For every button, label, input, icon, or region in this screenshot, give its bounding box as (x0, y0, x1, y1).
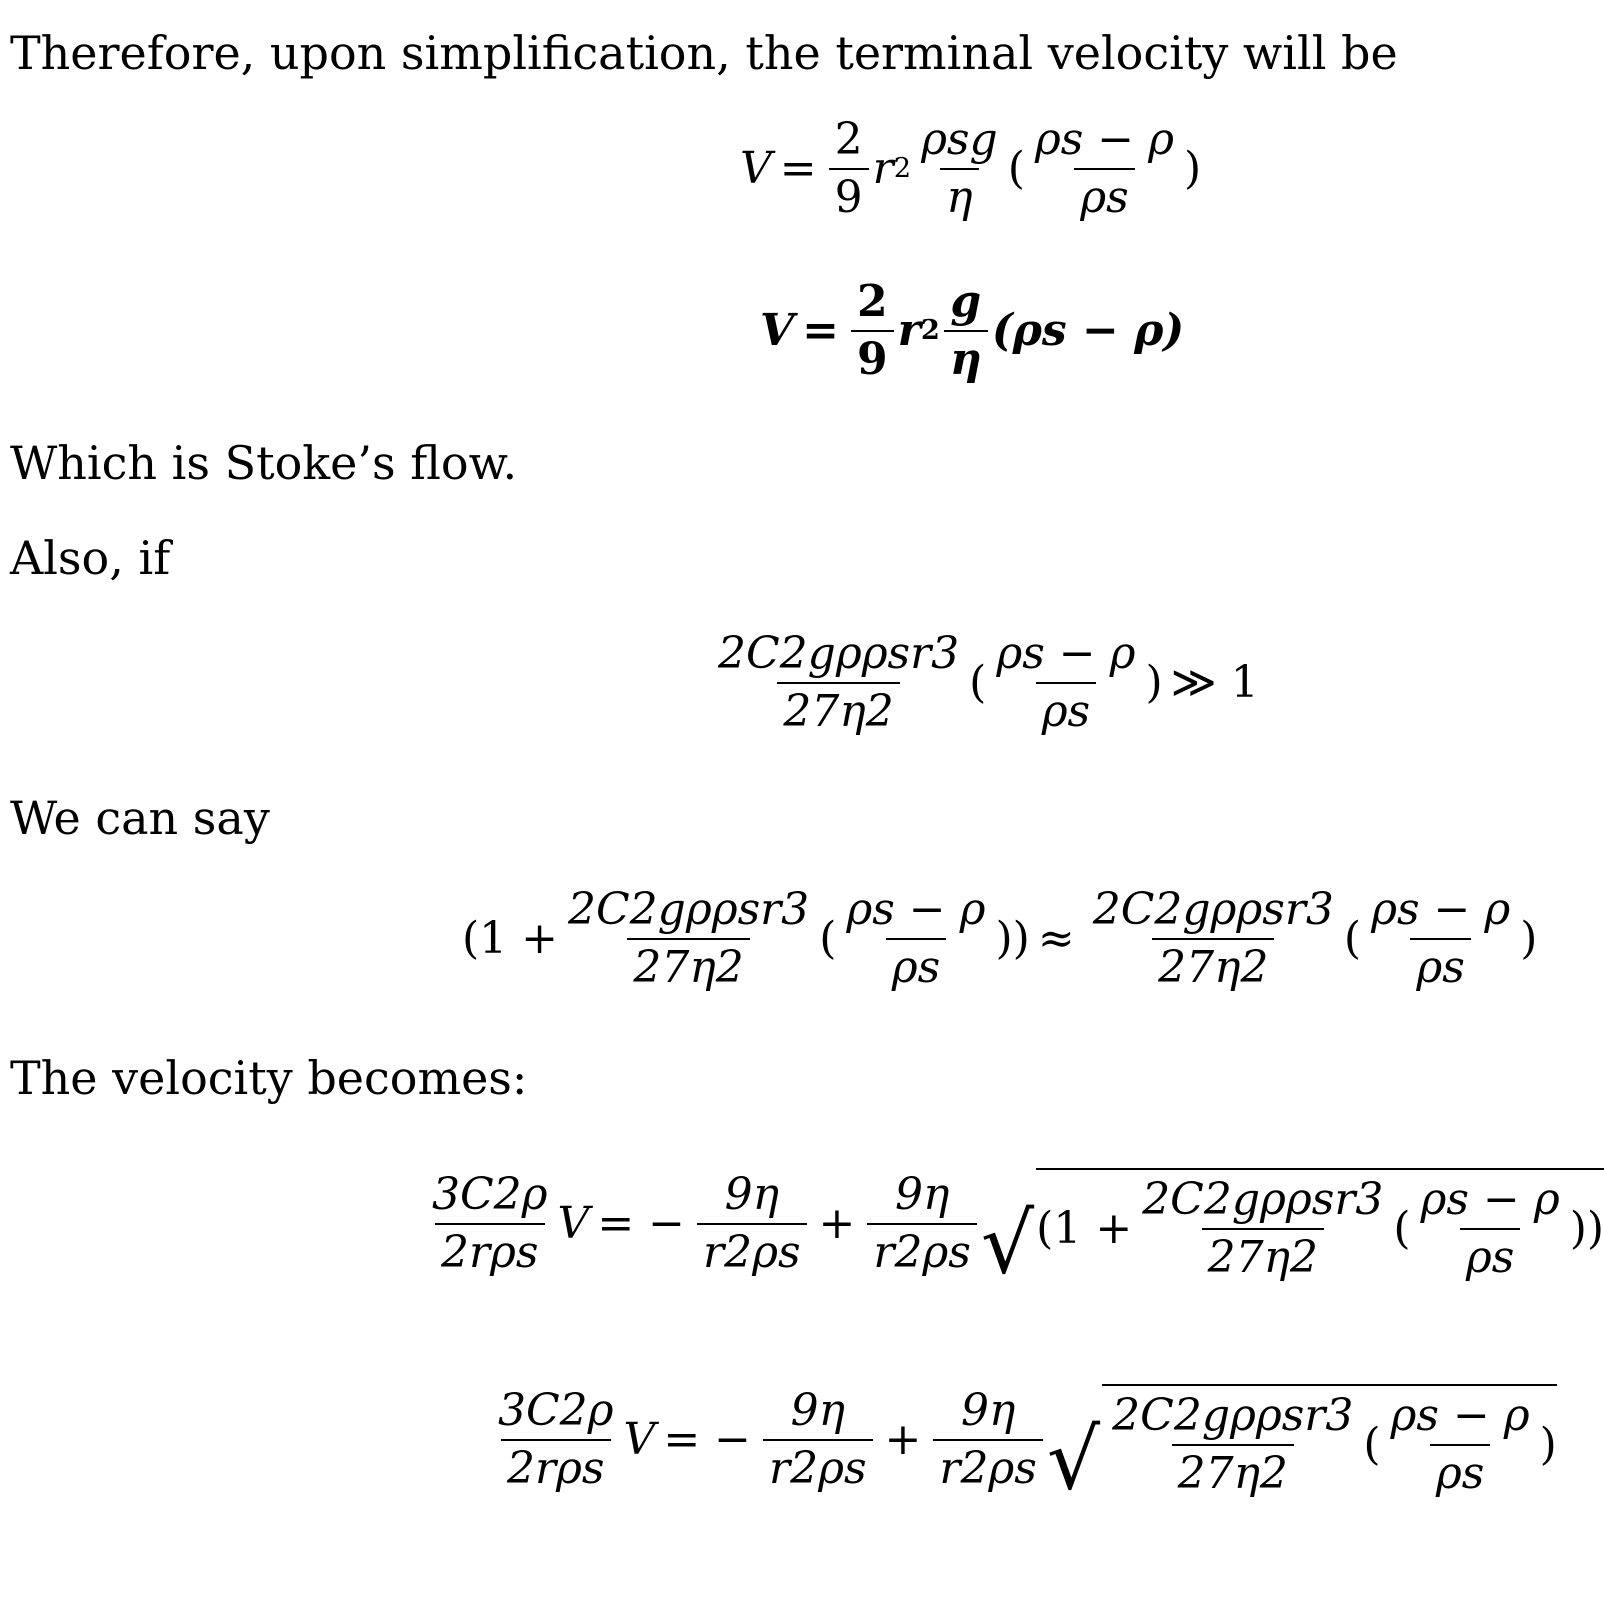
eq3-main-fraction (712, 628, 965, 737)
equation-velocity-simplified (488, 1384, 1557, 1510)
eq4-density-ratio (840, 884, 991, 993)
eq4-f2-den: ρs (886, 938, 946, 990)
eq5-inner-fraction (1136, 1174, 1389, 1283)
eq3-density-ratio (990, 628, 1141, 737)
eq4-r-f2-den: ρs (1410, 938, 1470, 990)
equation-condition (708, 628, 1267, 737)
eq1-r-exp: 2 (893, 153, 912, 185)
eq3-f1-den: 27η2 (777, 682, 899, 734)
eq4-f1-den: 27η2 (627, 938, 749, 990)
equation-terminal-velocity (740, 114, 1202, 223)
eq5-t1-den: r2ρs (697, 1223, 806, 1275)
eq6-open-paren: ( (1363, 1419, 1381, 1470)
intro-text: Therefore, upon simplification, the terminal velocity will be (10, 26, 1398, 80)
eq6-plus: + (884, 1414, 922, 1465)
stokes-flow-text: Which is Stoke’s flow. (10, 436, 518, 490)
eq6-close-paren: ) (1539, 1419, 1557, 1470)
eq1-coef-num: 2 (834, 114, 863, 165)
eq5-in-num: 2C2gρρsr3 (1142, 1174, 1384, 1225)
eq2-coef-num: 2 (857, 276, 888, 327)
eq6-t2-den: r2ρs (933, 1439, 1042, 1491)
eq6-inner-density-ratio (1385, 1390, 1536, 1499)
eq5-V: V (557, 1198, 590, 1249)
eq4-r-f2-num: ρs − ρ (1371, 884, 1511, 935)
eq4-relation: ≈ (1037, 913, 1075, 964)
eq5-square-root (980, 1168, 1604, 1294)
eq6-t1-den: r2ρs (763, 1439, 872, 1491)
eq6-lhs-den: 2rρs (501, 1439, 610, 1491)
eq6-lhs-num: 3C2ρ (498, 1385, 614, 1436)
eq4-rhs-close-paren: ) (1520, 913, 1538, 964)
eq2-f2-num: g (950, 276, 982, 327)
eq2-f2-den: η (944, 330, 988, 382)
eq5-t2-den: r2ρs (867, 1223, 976, 1275)
eq1-open-paren: ( (1007, 143, 1025, 194)
also-if-text: Also, if (10, 531, 171, 585)
eq5-term2 (867, 1169, 976, 1278)
eq5-in2-num: ρs − ρ (1420, 1174, 1560, 1225)
eq5-close-paren: )) (1569, 1203, 1604, 1254)
eq1-density-gravity-fraction (915, 114, 1004, 223)
eq6-V: V (623, 1414, 656, 1465)
eq6-in2-num: ρs − ρ (1390, 1390, 1530, 1441)
eq4-f1-num: 2C2gρρsr3 (568, 884, 810, 935)
eq5-in2-den: ρs (1460, 1228, 1520, 1280)
eq2-coef-den: 9 (851, 330, 894, 382)
eq5-equals: = − (597, 1198, 686, 1249)
eq6-term2 (933, 1385, 1042, 1494)
eq6-term1 (763, 1385, 872, 1494)
eq4-f2-num: ρs − ρ (846, 884, 986, 935)
eq2-coefficient (851, 276, 894, 385)
eq5-t2-num: 9η (894, 1169, 950, 1220)
eq6-in-num: 2C2gρρsr3 (1112, 1390, 1354, 1441)
eq5-inner-density-ratio (1415, 1174, 1566, 1283)
equation-approximation (462, 884, 1538, 993)
eq5-radicand (1036, 1168, 1604, 1283)
eq5-lhs-fraction (426, 1169, 554, 1278)
eq3-close-paren: ) (1145, 657, 1163, 708)
eq6-equals: = − (663, 1414, 752, 1465)
eq6-t1-num: 9η (790, 1385, 845, 1436)
eq6-lhs-fraction (492, 1385, 620, 1494)
eq4-main-fraction (562, 884, 815, 993)
eq1-lhs: V (740, 143, 772, 194)
eq3-f2-num: ρs − ρ (996, 628, 1136, 679)
eq5-plus: + (818, 1198, 856, 1249)
eq4-close-lhs: )) (995, 913, 1030, 964)
eq6-inner-fraction (1106, 1390, 1359, 1499)
eq5-lhs-den: 2rρs (435, 1223, 544, 1275)
eq1-coefficient (829, 114, 869, 223)
eq1-f3-num: ρs − ρ (1034, 114, 1175, 165)
eq1-f2-num: ρsg (921, 114, 998, 165)
eq6-square-root (1046, 1384, 1557, 1510)
eq6-in2-den: ρs (1430, 1444, 1490, 1496)
eq3-f2-den: ρs (1036, 682, 1096, 734)
eq1-f2-den: η (940, 168, 978, 220)
eq2-r: r (897, 305, 921, 356)
eq6-in-den: 27η2 (1172, 1444, 1294, 1496)
eq2-lhs: V (760, 305, 795, 356)
eq5-t1-num: 9η (724, 1169, 779, 1220)
eq5-open-paren: ( (1393, 1203, 1411, 1254)
eq5-radical-sign: √ (980, 1195, 1035, 1294)
equation-velocity-full (422, 1168, 1604, 1294)
eq3-relation: ≫ 1 (1170, 657, 1259, 708)
eq6-radical-sign: √ (1046, 1411, 1101, 1510)
eq6-t2-num: 9η (960, 1385, 1016, 1436)
eq3-f1-num: 2C2gρρsr3 (718, 628, 960, 679)
velocity-becomes-text: The velocity becomes: (10, 1051, 528, 1105)
eq3-open-paren: ( (969, 657, 987, 708)
eq5-term1 (697, 1169, 806, 1278)
eq1-f3-den: ρs (1074, 168, 1134, 220)
eq5-lead: (1 + (1036, 1203, 1133, 1254)
eq1-equals: = (779, 143, 817, 194)
eq2-equals: = (802, 305, 840, 356)
eq4-lead: (1 + (462, 913, 559, 964)
eq5-in-den: 27η2 (1202, 1228, 1324, 1280)
eq4-r-f1-num: 2C2gρρsr3 (1092, 884, 1334, 935)
eq1-r: r (872, 143, 894, 194)
eq2-g-over-eta (944, 276, 988, 385)
eq6-radicand (1102, 1384, 1557, 1499)
eq1-close-paren: ) (1184, 143, 1202, 194)
eq4-open-paren: ( (819, 913, 837, 964)
eq1-coef-den: 9 (829, 168, 869, 220)
eq4-r-f1-den: 27η2 (1152, 938, 1274, 990)
eq2-r-exp: 2 (920, 314, 940, 347)
eq4-rhs-density-ratio (1365, 884, 1516, 993)
eq2-tail: (ρs − ρ) (991, 305, 1185, 356)
equation-stokes-velocity (760, 276, 1185, 385)
eq4-rhs-open-paren: ( (1343, 913, 1362, 964)
eq4-rhs-fraction (1087, 884, 1340, 993)
we-can-say-text: We can say (10, 791, 270, 845)
eq1-density-ratio (1029, 114, 1180, 223)
eq5-lhs-num: 3C2ρ (432, 1169, 548, 1220)
